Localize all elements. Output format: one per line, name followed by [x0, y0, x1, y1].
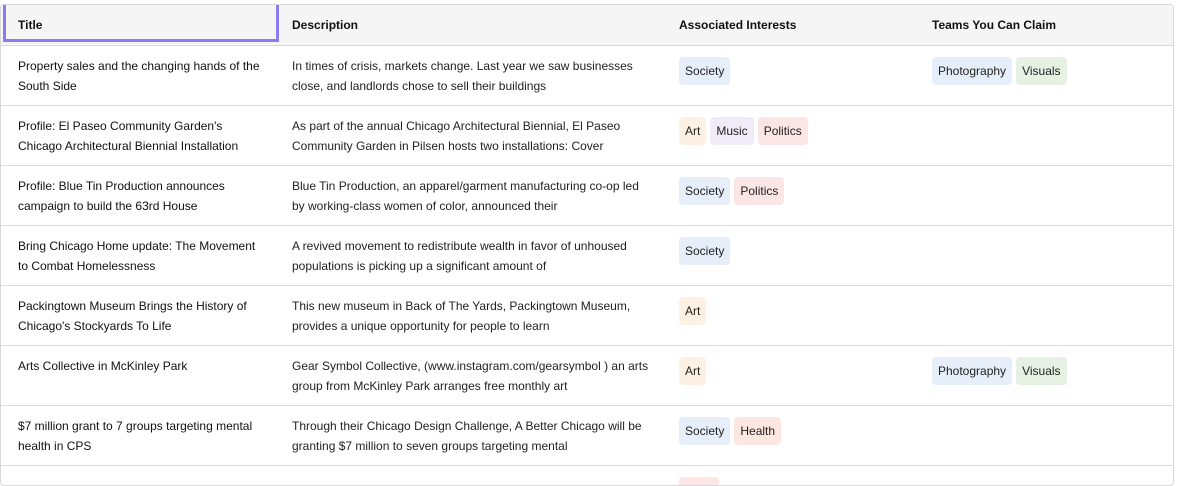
team-tag[interactable]: Visuals	[1016, 357, 1066, 385]
teams-cell	[919, 465, 1173, 486]
teams-cell	[919, 405, 1173, 465]
story-title[interactable]: Packingtown Museum Brings the History of Chicago's Stockyards To Life	[1, 285, 279, 345]
interests-cell	[666, 465, 919, 486]
table-row[interactable]	[1, 345, 1173, 405]
interest-tag[interactable]: Society	[679, 237, 730, 265]
table-row[interactable]	[1, 105, 1173, 165]
story-title[interactable]: Property sales and the changing hands of the South Side	[1, 45, 279, 105]
story-description: This new museum in Back of The Yards, Packingtown Museum, provides a unique opportunity for people to learn	[279, 285, 666, 345]
story-description: Blue Tin Production, an apparel/garment manufacturing co-op led by working-class women of color, announced their	[279, 165, 666, 225]
teams-cell	[919, 285, 1173, 345]
table-row[interactable]	[1, 465, 1173, 486]
column-header-title[interactable]: Title	[1, 5, 279, 45]
story-description: In times of crisis, markets change. Last year we saw businesses close, and landlords chose to sell their buildings	[279, 45, 666, 105]
story-title[interactable]: Profile: Blue Tin Production announces campaign to build the 63rd House	[1, 165, 279, 225]
interests-cell	[666, 165, 919, 225]
team-tag[interactable]: Visuals	[1016, 57, 1066, 85]
story-description: As part of the annual Chicago Architectural Biennial, El Paseo Community Garden in Pilsen hosts two installations: Cover	[279, 105, 666, 165]
teams-cell	[919, 225, 1173, 285]
team-tag[interactable]: Photography	[932, 357, 1012, 385]
interest-tag[interactable]: Politics	[734, 177, 784, 205]
interest-tag[interactable]: Art	[679, 297, 706, 325]
teams-cell	[919, 45, 1173, 105]
interest-tag[interactable]: Society	[679, 57, 730, 85]
table-row[interactable]	[1, 165, 1173, 225]
story-description: A revived movement to redistribute wealth in favor of unhoused populations is picking up a significant amount of	[279, 225, 666, 285]
interest-tag[interactable]	[679, 477, 719, 486]
interests-cell	[666, 405, 919, 465]
table-row[interactable]	[1, 225, 1173, 285]
interest-tag[interactable]: Art	[679, 357, 706, 385]
interest-tag[interactable]: Art	[679, 117, 706, 145]
interests-cell	[666, 105, 919, 165]
column-header-interests[interactable]: Associated Interests	[666, 5, 919, 45]
story-description: Gear Symbol Collective, (www.instagram.com/gearsymbol ) an arts group from McKinley Park arranges free monthly art	[279, 345, 666, 405]
interests-cell	[666, 345, 919, 405]
interests-cell	[666, 225, 919, 285]
story-title[interactable]	[1, 465, 279, 486]
table-row[interactable]	[1, 285, 1173, 345]
table-row[interactable]	[1, 405, 1173, 465]
column-header-description[interactable]: Description	[279, 5, 666, 45]
story-title[interactable]: Arts Collective in McKinley Park	[1, 345, 279, 405]
story-title[interactable]: Bring Chicago Home update: The Movement to Combat Homelessness	[1, 225, 279, 285]
interests-cell	[666, 45, 919, 105]
interests-cell	[666, 285, 919, 345]
teams-cell	[919, 345, 1173, 405]
teams-cell	[919, 105, 1173, 165]
interest-tag[interactable]: Society	[679, 177, 730, 205]
table-row[interactable]	[1, 45, 1173, 105]
interest-tag[interactable]: Music	[710, 117, 753, 145]
story-description: Through their Chicago Design Challenge, A Better Chicago will be granting $7 million to seven groups targeting mental	[279, 405, 666, 465]
story-title[interactable]: $7 million grant to 7 groups targeting mental health in CPS	[1, 405, 279, 465]
interest-tag[interactable]: Politics	[758, 117, 808, 145]
column-header-teams[interactable]: Teams You Can Claim	[919, 5, 1173, 45]
interest-tag[interactable]: Society	[679, 417, 730, 445]
team-tag[interactable]: Photography	[932, 57, 1012, 85]
story-description	[279, 465, 666, 486]
story-title[interactable]: Profile: El Paseo Community Garden's Chicago Architectural Biennial Installation	[1, 105, 279, 165]
stories-table	[0, 4, 1174, 486]
teams-cell	[919, 165, 1173, 225]
table-header-row	[1, 5, 1173, 45]
interest-tag[interactable]: Health	[734, 417, 781, 445]
